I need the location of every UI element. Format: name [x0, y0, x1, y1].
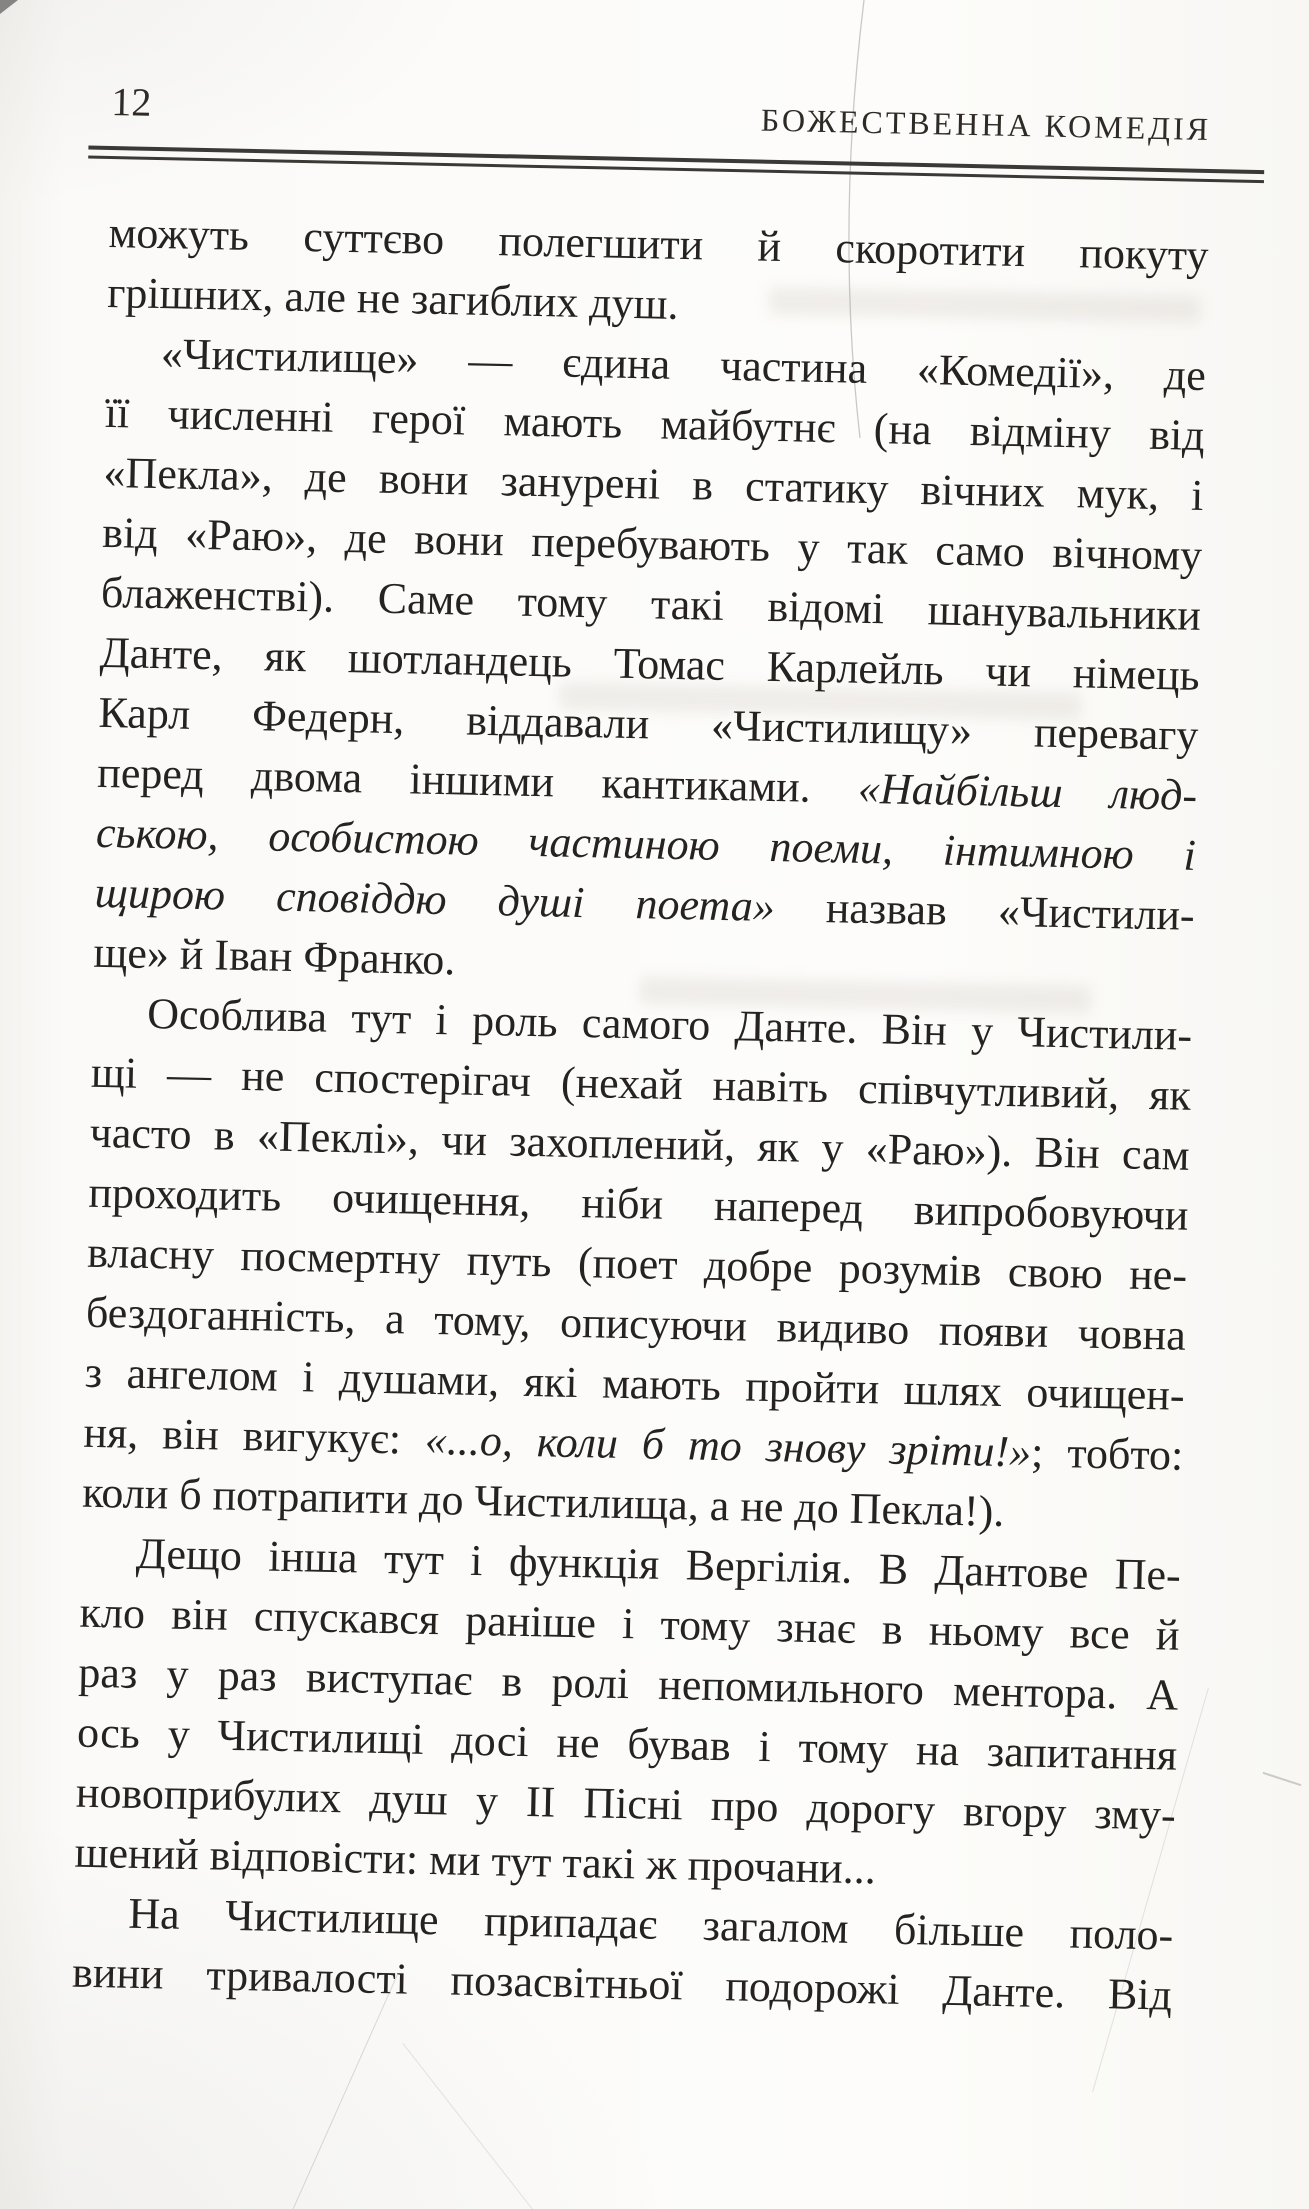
text-segment: Дещо інша тут і функція Вергілія. В Дантове Пе- [135, 1528, 1182, 1600]
paragraph [74, 1523, 1181, 1906]
text-segment: ; тобто: [1030, 1427, 1184, 1480]
text-segment: На Чистилище припадає загалом більше поло- [127, 1888, 1174, 1960]
text-segment: бездоганність, а тому, описуючи видиво появи човна [85, 1287, 1187, 1360]
text-segment: ось у Чистилищі досі не бував і тому на запитання [76, 1707, 1178, 1780]
text-segment: грішних, але не загиблих душ. [106, 267, 680, 329]
text-segment: можуть суттєво полегшити й скоротити покуту [108, 207, 1209, 280]
text-segment: від «Раю», де вони перебувають у так само вічному [101, 507, 1203, 580]
text-segment: «Пекла», де вони занурені в статику вічних мук, і [103, 447, 1204, 520]
running-header [110, 72, 1212, 148]
scan-edge-mark [1263, 1772, 1302, 1786]
paragraph [107, 203, 1209, 346]
text-segment: часто в «Пеклі», чи захоплений, як у «Раю»). Він сам [89, 1107, 1191, 1180]
text-segment: ня, він вигукує: [82, 1407, 426, 1464]
scan-scratch [402, 2043, 538, 2209]
running-title: БОЖЕСТВЕННА КОМЕДІЯ [760, 101, 1212, 148]
scan-corner-mark [0, 0, 18, 14]
text-segment: перед двома іншими кантиками. [96, 747, 859, 813]
text-segment: Карл Федерн, віддавали «Чистилищу» перевагу [98, 687, 1199, 760]
text-body [72, 203, 1209, 2026]
text-segment: Особлива тут і роль самого Данте. Він у Чистили- [146, 988, 1193, 1060]
text-segment-italic: «Найбільш люд- [857, 763, 1198, 820]
text-segment-italic: ською, особистою частиною поеми, інтимною і [95, 807, 1197, 880]
text-segment: новоприбулих душ у II Пісні про дорогу вгору зму- [75, 1767, 1177, 1840]
text-segment: блаженстві). Саме тому такі відомі шанувальники [100, 567, 1202, 640]
text-segment: власну посмертну путь (поет добре розумів свою не- [86, 1227, 1188, 1300]
scan-scratch [263, 1974, 398, 2209]
text-segment: її численні герої мають майбутнє (на відміну від [104, 387, 1206, 460]
text-segment: кло він спускався раніше і тому знає в ньому все й [79, 1587, 1181, 1660]
text-segment: щі — не спостерігач (нехай навіть співчутливий, як [90, 1047, 1192, 1120]
page-content [72, 72, 1212, 2026]
text-segment: коли б потрапити до Чистилища, а не до Пекла!). [81, 1467, 1005, 1536]
text-segment: раз у раз виступає в ролі непомильного ментора. А [77, 1647, 1179, 1720]
paragraph [93, 323, 1207, 1006]
text-segment-italic: «...о, коли б то знову зріти!» [424, 1414, 1032, 1477]
text-segment: проходить очищення, ніби наперед випробовуючи [88, 1167, 1189, 1240]
text-segment: з ангелом і душами, які мають пройти шлях очищен- [84, 1347, 1186, 1420]
text-segment: Данте, як шотландець Томас Карлейль чи німець [99, 627, 1201, 700]
paragraph [82, 983, 1193, 1546]
page-number: 12 [110, 78, 152, 125]
text-segment: «Чистилище» — єдина частина «Комедії», де [160, 329, 1207, 400]
header-double-rule [88, 146, 1264, 184]
text-segment: вини тривалості позасвітньої подорожі Данте. Від [71, 1947, 1173, 2020]
text-segment: шений відповісти: ми тут такі ж прочани... [74, 1827, 877, 1894]
text-segment: назвав «Чистили- [774, 882, 1196, 940]
text-segment: ще» й Іван Франко. [93, 927, 456, 985]
paragraph [72, 1883, 1174, 2026]
text-segment-italic: щирою сповіддю душі поета» [94, 867, 776, 932]
